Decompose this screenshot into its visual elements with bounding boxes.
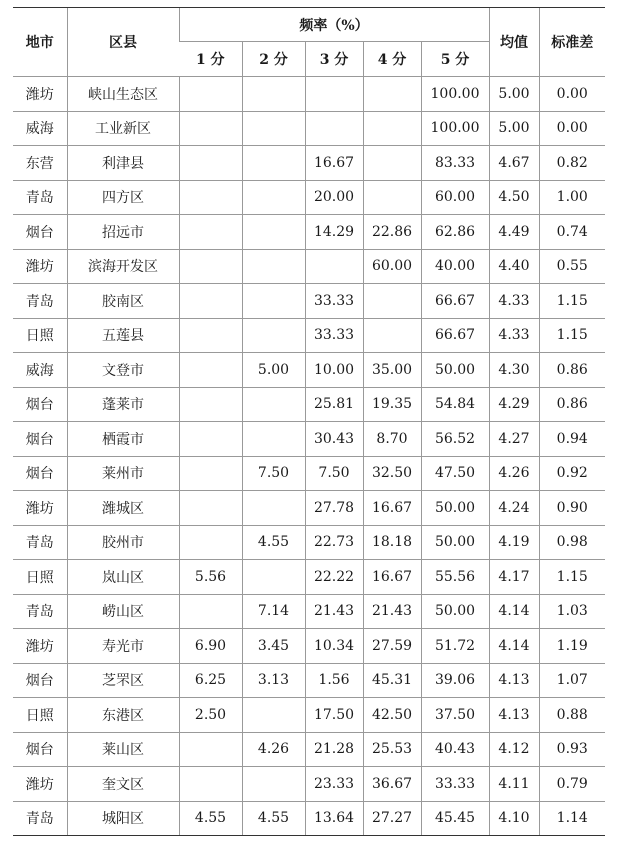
- cell-score-3: 10.34: [305, 629, 363, 664]
- cell-score-2: [242, 249, 305, 284]
- cell-score-2: [242, 318, 305, 353]
- cell-score-4: 16.67: [363, 491, 421, 526]
- cell-score-4: 16.67: [363, 560, 421, 595]
- cell-score-4: 32.50: [363, 456, 421, 491]
- cell-city: 烟台: [13, 422, 67, 457]
- cell-score-4: [363, 318, 421, 353]
- table-header: [13, 8, 605, 77]
- cell-county: 五莲县: [67, 318, 179, 353]
- cell-city: 青岛: [13, 525, 67, 560]
- cell-score-1: [179, 77, 242, 112]
- cell-score-4: 19.35: [363, 387, 421, 422]
- cell-score-1: 6.90: [179, 629, 242, 664]
- cell-city: 威海: [13, 353, 67, 388]
- cell-score-1: [179, 111, 242, 146]
- table-row: [13, 525, 605, 560]
- cell-city: 威海: [13, 111, 67, 146]
- cell-mean: 4.49: [489, 215, 539, 250]
- cell-std: 1.15: [539, 318, 605, 353]
- cell-mean: 4.13: [489, 698, 539, 733]
- cell-mean: 4.33: [489, 284, 539, 319]
- cell-city: 青岛: [13, 801, 67, 836]
- cell-score-4: 27.27: [363, 801, 421, 836]
- cell-score-1: [179, 318, 242, 353]
- header-frequency-group: 频率（%）: [179, 8, 489, 42]
- cell-score-4: 45.31: [363, 663, 421, 698]
- cell-county: 潍城区: [67, 491, 179, 526]
- cell-score-2: [242, 111, 305, 146]
- cell-score-4: 35.00: [363, 353, 421, 388]
- cell-city: 东营: [13, 146, 67, 181]
- table-row: [13, 456, 605, 491]
- cell-mean: 4.17: [489, 560, 539, 595]
- cell-score-5: 54.84: [421, 387, 489, 422]
- cell-score-2: [242, 560, 305, 595]
- cell-std: 1.15: [539, 560, 605, 595]
- cell-score-5: 56.52: [421, 422, 489, 457]
- cell-score-1: [179, 594, 242, 629]
- cell-mean: 4.40: [489, 249, 539, 284]
- cell-std: 0.86: [539, 353, 605, 388]
- cell-std: 0.92: [539, 456, 605, 491]
- cell-score-1: 2.50: [179, 698, 242, 733]
- cell-city: 烟台: [13, 215, 67, 250]
- table-row: [13, 594, 605, 629]
- cell-score-1: [179, 284, 242, 319]
- cell-county: 东港区: [67, 698, 179, 733]
- cell-score-1: 6.25: [179, 663, 242, 698]
- cell-score-3: 16.67: [305, 146, 363, 181]
- cell-score-2: 3.45: [242, 629, 305, 664]
- cell-score-1: [179, 732, 242, 767]
- cell-score-2: [242, 767, 305, 802]
- cell-score-3: 7.50: [305, 456, 363, 491]
- cell-mean: 4.50: [489, 180, 539, 215]
- cell-county: 栖霞市: [67, 422, 179, 457]
- cell-county: 利津县: [67, 146, 179, 181]
- cell-score-2: [242, 491, 305, 526]
- header-std: 标准差: [539, 8, 605, 77]
- header-score-3: 3 分: [305, 42, 363, 77]
- cell-city: 潍坊: [13, 249, 67, 284]
- cell-score-3: 22.73: [305, 525, 363, 560]
- cell-county: 工业新区: [67, 111, 179, 146]
- cell-county: 胶南区: [67, 284, 179, 319]
- cell-score-1: [179, 491, 242, 526]
- cell-score-4: 8.70: [363, 422, 421, 457]
- cell-score-2: 3.13: [242, 663, 305, 698]
- cell-score-5: 62.86: [421, 215, 489, 250]
- cell-score-4: [363, 180, 421, 215]
- cell-county: 招远市: [67, 215, 179, 250]
- cell-score-5: 100.00: [421, 77, 489, 112]
- header-score-5: 5 分: [421, 42, 489, 77]
- cell-score-3: 20.00: [305, 180, 363, 215]
- cell-mean: 4.19: [489, 525, 539, 560]
- cell-city: 日照: [13, 560, 67, 595]
- cell-county: 莱州市: [67, 456, 179, 491]
- cell-score-2: 4.26: [242, 732, 305, 767]
- table-row: [13, 560, 605, 595]
- cell-score-3: 14.29: [305, 215, 363, 250]
- header-city: 地市: [13, 8, 67, 77]
- table-row: [13, 663, 605, 698]
- cell-score-3: 23.33: [305, 767, 363, 802]
- cell-score-5: 83.33: [421, 146, 489, 181]
- cell-mean: 4.30: [489, 353, 539, 388]
- cell-std: 0.93: [539, 732, 605, 767]
- cell-score-5: 40.43: [421, 732, 489, 767]
- cell-std: 0.98: [539, 525, 605, 560]
- cell-std: 0.94: [539, 422, 605, 457]
- cell-score-1: [179, 180, 242, 215]
- table-row: [13, 180, 605, 215]
- cell-county: 文登市: [67, 353, 179, 388]
- cell-score-5: 39.06: [421, 663, 489, 698]
- header-score-2: 2 分: [242, 42, 305, 77]
- cell-score-2: [242, 698, 305, 733]
- cell-score-5: 100.00: [421, 111, 489, 146]
- cell-mean: 4.67: [489, 146, 539, 181]
- cell-county: 峡山生态区: [67, 77, 179, 112]
- cell-city: 烟台: [13, 387, 67, 422]
- cell-mean: 4.33: [489, 318, 539, 353]
- cell-std: 1.07: [539, 663, 605, 698]
- header-mean: 均值: [489, 8, 539, 77]
- cell-std: 0.88: [539, 698, 605, 733]
- table-row: [13, 698, 605, 733]
- table-row: [13, 318, 605, 353]
- cell-mean: 4.12: [489, 732, 539, 767]
- cell-score-1: [179, 456, 242, 491]
- cell-score-1: 4.55: [179, 801, 242, 836]
- cell-city: 青岛: [13, 180, 67, 215]
- cell-score-3: 13.64: [305, 801, 363, 836]
- cell-score-1: [179, 146, 242, 181]
- table-body: [13, 77, 605, 836]
- cell-score-1: [179, 525, 242, 560]
- cell-score-3: 22.22: [305, 560, 363, 595]
- cell-score-5: 66.67: [421, 284, 489, 319]
- table-row: [13, 387, 605, 422]
- table-row: [13, 801, 605, 836]
- cell-score-1: [179, 387, 242, 422]
- cell-score-4: 18.18: [363, 525, 421, 560]
- header-score-4: 4 分: [363, 42, 421, 77]
- cell-score-1: [179, 767, 242, 802]
- cell-score-3: [305, 77, 363, 112]
- cell-score-5: 50.00: [421, 525, 489, 560]
- cell-score-5: 51.72: [421, 629, 489, 664]
- cell-score-5: 50.00: [421, 594, 489, 629]
- cell-score-1: [179, 215, 242, 250]
- cell-std: 0.79: [539, 767, 605, 802]
- cell-score-5: 66.67: [421, 318, 489, 353]
- cell-mean: 4.27: [489, 422, 539, 457]
- cell-score-5: 50.00: [421, 353, 489, 388]
- cell-mean: 4.14: [489, 594, 539, 629]
- table-row: [13, 353, 605, 388]
- cell-mean: 5.00: [489, 77, 539, 112]
- cell-score-3: 30.43: [305, 422, 363, 457]
- table-row: [13, 146, 605, 181]
- table-row: [13, 491, 605, 526]
- cell-mean: 4.10: [489, 801, 539, 836]
- table-row: [13, 422, 605, 457]
- cell-std: 0.00: [539, 111, 605, 146]
- cell-std: 0.82: [539, 146, 605, 181]
- cell-city: 烟台: [13, 663, 67, 698]
- table-row: [13, 249, 605, 284]
- cell-score-3: 21.28: [305, 732, 363, 767]
- cell-score-2: [242, 387, 305, 422]
- cell-city: 潍坊: [13, 767, 67, 802]
- cell-score-2: 5.00: [242, 353, 305, 388]
- cell-mean: 4.14: [489, 629, 539, 664]
- cell-score-5: 47.50: [421, 456, 489, 491]
- cell-city: 潍坊: [13, 491, 67, 526]
- cell-city: 青岛: [13, 594, 67, 629]
- cell-score-2: 4.55: [242, 525, 305, 560]
- cell-std: 1.03: [539, 594, 605, 629]
- cell-score-1: 5.56: [179, 560, 242, 595]
- cell-score-4: 36.67: [363, 767, 421, 802]
- cell-score-5: 45.45: [421, 801, 489, 836]
- cell-std: 0.55: [539, 249, 605, 284]
- cell-mean: 4.13: [489, 663, 539, 698]
- cell-score-3: [305, 249, 363, 284]
- cell-county: 四方区: [67, 180, 179, 215]
- cell-mean: 4.24: [489, 491, 539, 526]
- cell-county: 奎文区: [67, 767, 179, 802]
- cell-score-2: [242, 284, 305, 319]
- cell-std: 0.86: [539, 387, 605, 422]
- cell-county: 岚山区: [67, 560, 179, 595]
- table-row: [13, 732, 605, 767]
- cell-std: 1.14: [539, 801, 605, 836]
- cell-score-3: 10.00: [305, 353, 363, 388]
- cell-score-4: 60.00: [363, 249, 421, 284]
- cell-score-3: 1.56: [305, 663, 363, 698]
- cell-score-4: 22.86: [363, 215, 421, 250]
- cell-city: 烟台: [13, 456, 67, 491]
- cell-score-1: [179, 353, 242, 388]
- cell-mean: 4.26: [489, 456, 539, 491]
- cell-score-4: [363, 77, 421, 112]
- cell-score-2: 7.50: [242, 456, 305, 491]
- cell-county: 城阳区: [67, 801, 179, 836]
- cell-score-2: 4.55: [242, 801, 305, 836]
- cell-score-4: [363, 284, 421, 319]
- table-row: [13, 215, 605, 250]
- cell-score-5: 37.50: [421, 698, 489, 733]
- cell-score-5: 55.56: [421, 560, 489, 595]
- cell-score-2: [242, 215, 305, 250]
- cell-county: 芝罘区: [67, 663, 179, 698]
- cell-score-5: 60.00: [421, 180, 489, 215]
- cell-score-3: 33.33: [305, 284, 363, 319]
- cell-score-5: 40.00: [421, 249, 489, 284]
- table-row: [13, 767, 605, 802]
- cell-score-3: 25.81: [305, 387, 363, 422]
- cell-county: 蓬莱市: [67, 387, 179, 422]
- cell-score-3: 27.78: [305, 491, 363, 526]
- cell-county: 崂山区: [67, 594, 179, 629]
- header-county: 区县: [67, 8, 179, 77]
- cell-county: 滨海开发区: [67, 249, 179, 284]
- table-row: [13, 77, 605, 112]
- cell-score-3: [305, 111, 363, 146]
- cell-std: 1.15: [539, 284, 605, 319]
- cell-score-2: [242, 146, 305, 181]
- cell-score-2: [242, 77, 305, 112]
- cell-score-4: [363, 146, 421, 181]
- cell-score-4: 42.50: [363, 698, 421, 733]
- cell-score-5: 33.33: [421, 767, 489, 802]
- cell-std: 1.00: [539, 180, 605, 215]
- cell-score-4: 27.59: [363, 629, 421, 664]
- cell-score-2: [242, 422, 305, 457]
- cell-mean: 4.11: [489, 767, 539, 802]
- cell-city: 青岛: [13, 284, 67, 319]
- frequency-table: [13, 7, 605, 836]
- cell-score-3: 21.43: [305, 594, 363, 629]
- cell-county: 胶州市: [67, 525, 179, 560]
- table-row: [13, 629, 605, 664]
- table-row: [13, 284, 605, 319]
- cell-score-2: 7.14: [242, 594, 305, 629]
- header-score-1: 1 分: [179, 42, 242, 77]
- cell-score-5: 50.00: [421, 491, 489, 526]
- cell-score-4: [363, 111, 421, 146]
- cell-city: 潍坊: [13, 77, 67, 112]
- cell-city: 潍坊: [13, 629, 67, 664]
- cell-score-4: 25.53: [363, 732, 421, 767]
- table-row: [13, 111, 605, 146]
- cell-city: 日照: [13, 698, 67, 733]
- cell-city: 烟台: [13, 732, 67, 767]
- cell-mean: 4.29: [489, 387, 539, 422]
- cell-mean: 5.00: [489, 111, 539, 146]
- cell-std: 1.19: [539, 629, 605, 664]
- cell-std: 0.74: [539, 215, 605, 250]
- cell-score-2: [242, 180, 305, 215]
- cell-std: 0.00: [539, 77, 605, 112]
- cell-county: 寿光市: [67, 629, 179, 664]
- cell-score-4: 21.43: [363, 594, 421, 629]
- cell-city: 日照: [13, 318, 67, 353]
- cell-county: 莱山区: [67, 732, 179, 767]
- cell-score-1: [179, 249, 242, 284]
- cell-std: 0.90: [539, 491, 605, 526]
- cell-score-3: 33.33: [305, 318, 363, 353]
- cell-score-1: [179, 422, 242, 457]
- cell-score-3: 17.50: [305, 698, 363, 733]
